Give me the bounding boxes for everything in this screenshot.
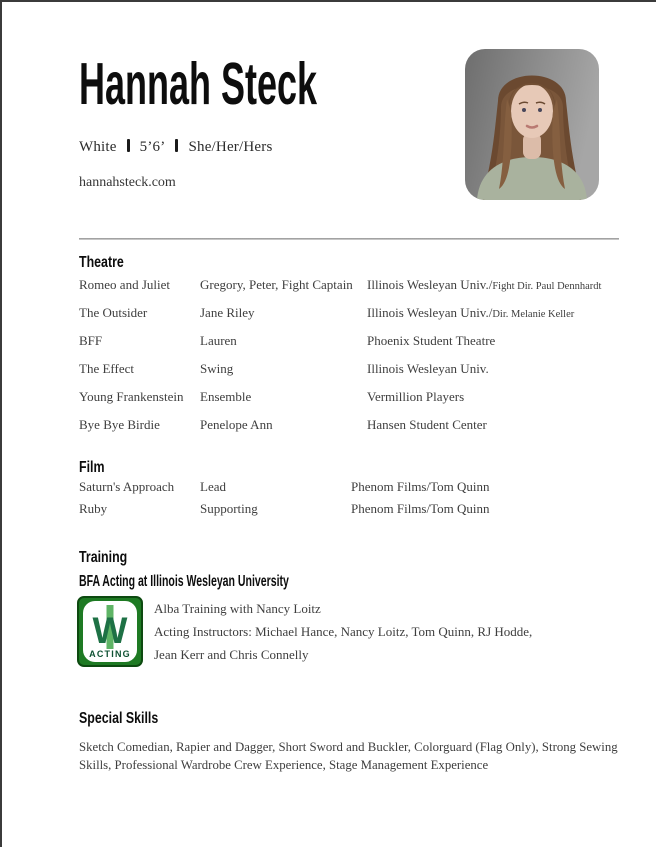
training-details	[154, 597, 532, 666]
production-title: Ruby	[79, 501, 108, 516]
table-row	[79, 362, 624, 378]
page-title: Hannah Steck	[79, 51, 318, 117]
section-heading-theatre: Theatre	[79, 254, 124, 271]
company: Phenom Films/Tom Quinn	[351, 501, 490, 516]
company-detail: Fight Dir. Paul Dennhardt	[492, 281, 602, 292]
separator-bar-icon	[127, 139, 130, 152]
company-detail: Dir. Melanie Keller	[492, 309, 575, 320]
table-row	[79, 390, 624, 406]
table-row	[79, 278, 624, 294]
company: Hansen Student Center	[367, 417, 487, 432]
role: Gregory, Peter, Fight Captain	[200, 277, 353, 292]
headshot-illustration	[465, 49, 599, 200]
training-line: Jean Kerr and Chris Connelly	[154, 647, 309, 662]
company: Vermillion Players	[367, 389, 465, 404]
acting-program-logo	[77, 596, 143, 667]
website-link[interactable]: hannahsteck.com	[79, 175, 176, 190]
role: Jane Riley	[200, 305, 255, 320]
section-heading-film: Film	[79, 459, 105, 476]
stat-ethnicity: White	[79, 139, 117, 155]
table-row	[79, 480, 624, 494]
headshot-photo	[465, 49, 599, 200]
table-row	[79, 502, 624, 516]
company: Phoenix Student Theatre	[367, 333, 496, 348]
production-title: BFF	[79, 333, 103, 348]
svg-text:ACTING: ACTING	[89, 649, 131, 659]
role: Penelope Ann	[200, 417, 273, 432]
divider	[79, 238, 619, 240]
separator-bar-icon	[175, 139, 178, 152]
film-table	[79, 480, 624, 524]
company: Phenom Films/Tom Quinn	[351, 479, 490, 494]
section-heading-special-skills: Special Skills	[79, 710, 159, 727]
production-title: Young Frankenstein	[79, 389, 184, 404]
training-subheading: BFA Acting at Illinois Wesleyan University	[79, 573, 289, 590]
production-title: Saturn's Approach	[79, 479, 175, 494]
company: Illinois Wesleyan Univ.	[367, 361, 489, 376]
w-acting-logo-icon	[77, 596, 143, 667]
stat-height: 5’6’	[139, 139, 166, 155]
theatre-table	[79, 278, 624, 446]
role: Swing	[200, 361, 234, 376]
production-title: The Effect	[79, 361, 134, 376]
training-line: Alba Training with Nancy Loitz	[154, 601, 321, 616]
company: Illinois Wesleyan Univ./Dir. Melanie Keller	[367, 305, 575, 320]
role: Supporting	[200, 501, 258, 516]
stat-pronouns: She/Her/Hers	[188, 139, 273, 155]
production-title: Romeo and Juliet	[79, 277, 170, 292]
table-row	[79, 306, 624, 322]
svg-text:W: W	[92, 610, 128, 651]
table-row	[79, 418, 624, 434]
special-skills-text: Sketch Comedian, Rapier and Dagger, Short Sword and Buckler, Colorguard (Flag Only), Strong Sewing Skills, Professional Wardrobe Crew Experience, Stage Management Experience	[79, 740, 618, 772]
role: Lead	[200, 479, 226, 494]
role: Lauren	[200, 333, 237, 348]
production-title: Bye Bye Birdie	[79, 417, 160, 432]
production-title: The Outsider	[79, 305, 148, 320]
table-row	[79, 334, 624, 350]
role: Ensemble	[200, 389, 252, 404]
section-heading-training: Training	[79, 549, 128, 566]
training-line: Acting Instructors: Michael Hance, Nancy Loitz, Tom Quinn, RJ Hodde,	[154, 624, 533, 639]
company: Illinois Wesleyan Univ./Fight Dir. Paul Dennhardt	[367, 277, 602, 292]
personal-stats	[79, 139, 273, 156]
